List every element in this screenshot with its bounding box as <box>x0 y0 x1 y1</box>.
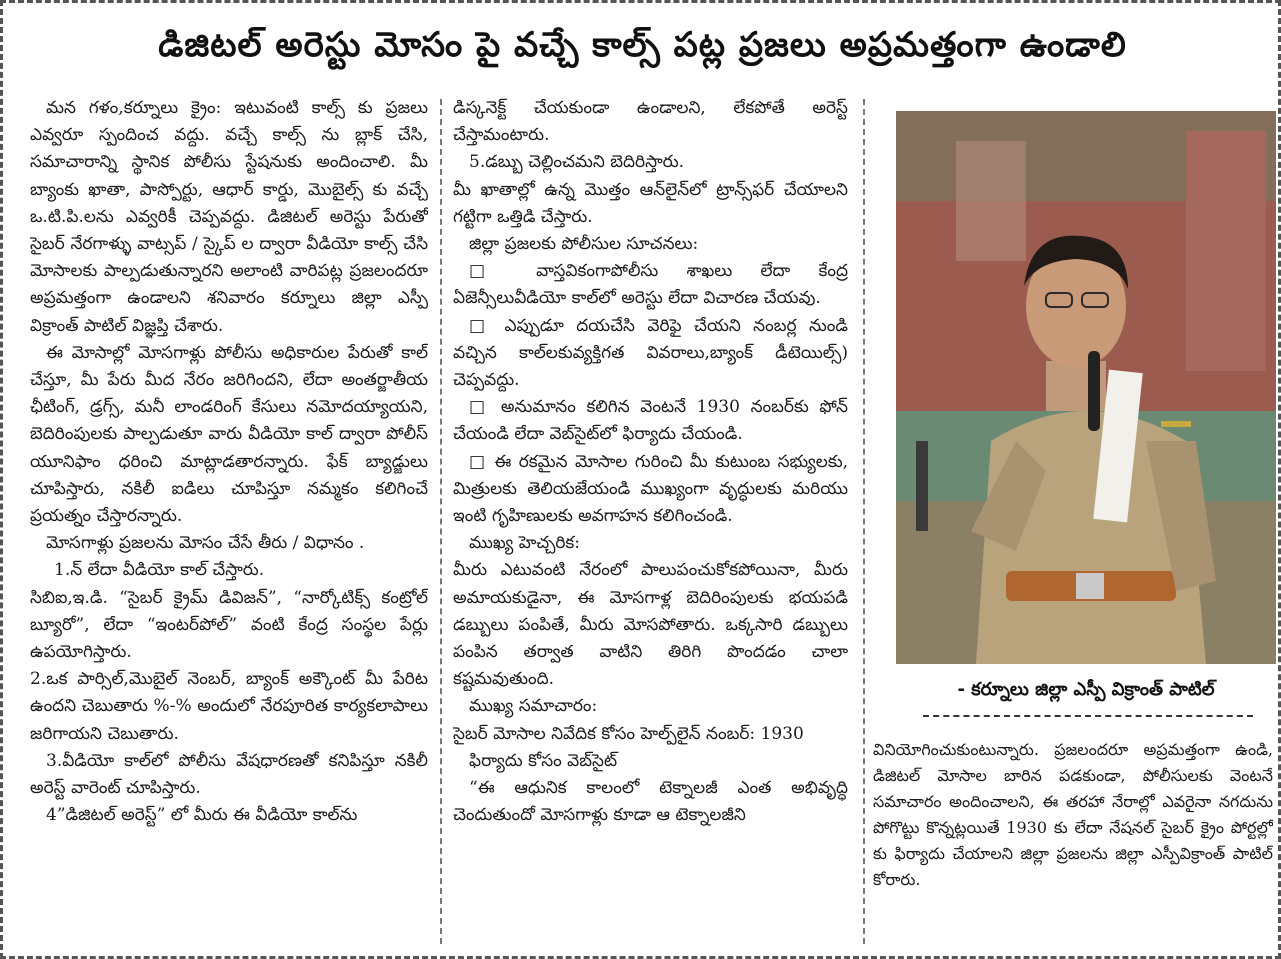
list-item: 2.ఒక పార్సిల్,మొబైల్ నెంబర్, బ్యాంక్ అక్కౌంట్ మీ పేరిట ఉందని చెబుతారు %-% అందులో నేరపూరిత కార్యకలాపాలు జరిగాయని చెబుతారు. <box>30 669 428 744</box>
paragraph: ఈ మోసాల్లో మోసగాళ్లు పోలీసు అధికారుల పేరుతో కాల్ చేస్తూ, మీ పేరు మీద నేరం జరిగిందని, లేదా అంతర్జాతీయ ఛీటింగ్, డ్రగ్స్, మనీ లాండరింగ్ కేసులు నమోదయ్యాయని, బెదిరింపులకు పాల్పడుతూ వారు వీడియో కాల్ ద్వారా పోలీస్ యూనిఫాం ధరించి మాట్లాడతారన్నారు. ఫేక్ బ్యాడ్జులు చూపిస్తారు, నకిలీ ఐడిలు చూపిస్తూ నమ్మకం కలిగించే ప్రయత్నం చేస్తారన్నారు. <box>30 342 428 527</box>
paragraph: ఫిర్యాదు కోసం వెబ్‌సైట్ <box>469 750 618 771</box>
paragraph: సైబర్ మోసాల నివేదిక కోసం హెల్ప్‌లైన్ నంబర్: 1930 <box>453 723 804 744</box>
paragraph: డిస్కనెక్ట్ చేయకుండా ఉండాలని, లేకపోతే అరెస్ట్ చేస్తామంటారు. <box>453 98 848 146</box>
column-divider <box>863 99 865 944</box>
subheading: ముఖ్య సమాచారం: <box>469 696 598 717</box>
list-item: 1.న్ లేదా వీడియో కాల్ చేస్తారు. <box>54 560 265 581</box>
paragraph: సిబిఐ,ఇ.డి. “సైబర్ క్రైమ్ డివిజన్”, “నార్కోటిక్స్ కంట్రోల్ బ్యూరో”, లేదా “ఇంటర్‌పోల్” వంటి కేంద్ర సంస్థల పేర్లు ఉపయోగిస్తారు. <box>30 587 428 663</box>
paragraph: మోసగాళ్లు ప్రజలను మోసం చేసే తీరు / విధానం . <box>46 533 365 554</box>
article-column-1 <box>30 95 428 943</box>
paragraph: “ఈ ఆధునిక కాలంలో టెక్నాలజీ ఎంత అభివృద్ధి చెందుతుందో మోసగాళ్లు కూడా ఆ టెక్నాలజీని <box>453 778 848 826</box>
officer-photo <box>896 111 1276 664</box>
headline: డిజిటల్ అరెస్టు మోసం పై వచ్చే కాల్స్ పట్ల ప్రజలు అప్రమత్తంగా ఉండాలి <box>158 25 1127 65</box>
list-item: □ ఎప్పుడూ దయచేసి వెరిఫై చేయని నంబర్ల నుండి వచ్చిన కాల్‌లకువ్యక్తిగత వివరాలు,బ్యాంక్ డీటెయిల్స్) చెప్పవద్దు. <box>453 315 848 391</box>
caption-divider <box>923 715 1253 717</box>
officer-photo-illustration <box>896 111 1276 664</box>
list-item: 5.డబ్బు చెల్లించమని బెదిరిస్తారు. <box>469 152 684 173</box>
paragraph: మీ ఖాతాల్లో ఉన్న మొత్తం ఆన్‌లైన్‌లో ట్రాన్స్‌ఫర్ చేయాలని గట్టిగా ఒత్తిడి చేస్తారు. <box>453 179 848 227</box>
list-item: 4”డిజిటల్ అరెస్ట్” లో మీరు ఈ వీడియో కాల్‌ను <box>46 805 358 826</box>
subheading: జిల్లా ప్రజలకు పోలీసుల సూచనలు: <box>469 234 699 255</box>
paragraph: మీరు ఎటువంటి నేరంలో పాలుపంచుకోకపోయినా, మీరు అమాయకుడైనా, ఈ మోసగాళ్ల బెదిరింపులకు భయపడి డబ్బులు పంపితే, మీరు మోసపోతారు. ఒక్కసారి డబ్బులు పంపిన తర్వాత వాటిని తిరిగి పొందడం చాలా కష్టమవుతుంది. <box>453 560 848 690</box>
photo-caption: - కర్నూలు జిల్లా ఎస్పీ విక్రాంత్ పాటిల్ <box>957 679 1215 700</box>
column-divider <box>440 99 442 944</box>
article-column-2 <box>453 95 848 935</box>
article-column-3 <box>873 737 1273 943</box>
list-item: □ అనుమానం కలిగిన వెంటనే 1930 నంబర్‌కు ఫోన్ చేయండి లేదా వెబ్‌సైట్‌లో ఫిర్యాదు చేయండి. <box>453 397 848 445</box>
list-item: □ వాస్తవికంగాపోలీసు శాఖలు లేదా కేంద్ర ఏజెన్సీలువీడియో కాల్‌లో అరెస్టు లేదా విచారణ చేయవు. <box>453 261 848 309</box>
paragraph: మన గళం,కర్నూలు క్రైం: ఇటువంటి కాల్స్ కు ప్రజలు ఎవ్వరూ స్పందించ వద్దు. వచ్చే కాల్స్ ను బ్లాక్ చేసి, సమాచారాన్ని స్థానిక పోలీసు స్టేషనుకు అందించాలి. మీ బ్యాంకు ఖాతా, పాస్పోర్టు, ఆధార్ కార్డు, మొబైల్స్ కు వచ్చే ఒ.టి.పి.లను ఎవ్వరికీ చెప్పవద్దు. డిజిటల్ అరెస్టు పేరుతో సైబర్ నేరగాళ్ళు వాట్సప్ / స్కైప్ ల ద్వారా వీడియో కాల్స్ చేసి మోసాలకు పాల్పడుతున్నారని అలాంటి వారిపట్ల ప్రజలందరూ అప్రమత్తంగా ఉండాలని శనివారం కర్నూలు జిల్లా ఎస్పీ విక్రాంత్ పాటిల్ విజ్ఞప్తి చేశారు. <box>30 98 428 336</box>
list-item: 3.వీడియో కాల్‌లో పోలీసు వేషధారణతో కనిపిస్తూ నకిలీ అరెస్ట్ వారెంట్ చూపిస్తారు. <box>30 750 428 799</box>
list-item: □ ఈ రకమైన మోసాల గురించి మీ కుటుంబ సభ్యులకు, మిత్రులకు తెలియజేయండి ముఖ్యంగా వృద్ధులకు మరియు ఇంటి గృహిణులకు అవగాహన కలిగించండి. <box>453 451 848 527</box>
paragraph: వినియోగించుకుంటున్నారు. ప్రజలందరూ అప్రమత్తంగా ఉండి, డిజిటల్ మోసాల బారిన పడకుండా, పోలీసులకు వెంటనే సమాచారం అందించాలని, ఈ తరహా నేరాల్లో ఎవరైనా నగదును పోగొట్టు కొన్నట్లయితే 1930 కు లేదా నేషనల్ సైబర్ క్రైం పోర్టల్లో కు ఫిర్యాదు చేయాలని జిల్లా ప్రజలను జిల్లా ఎస్పీవిక్రాంత్ పాటిల్ కోరారు. <box>873 740 1273 889</box>
subheading: ముఖ్య హెచ్చరిక: <box>469 533 581 554</box>
